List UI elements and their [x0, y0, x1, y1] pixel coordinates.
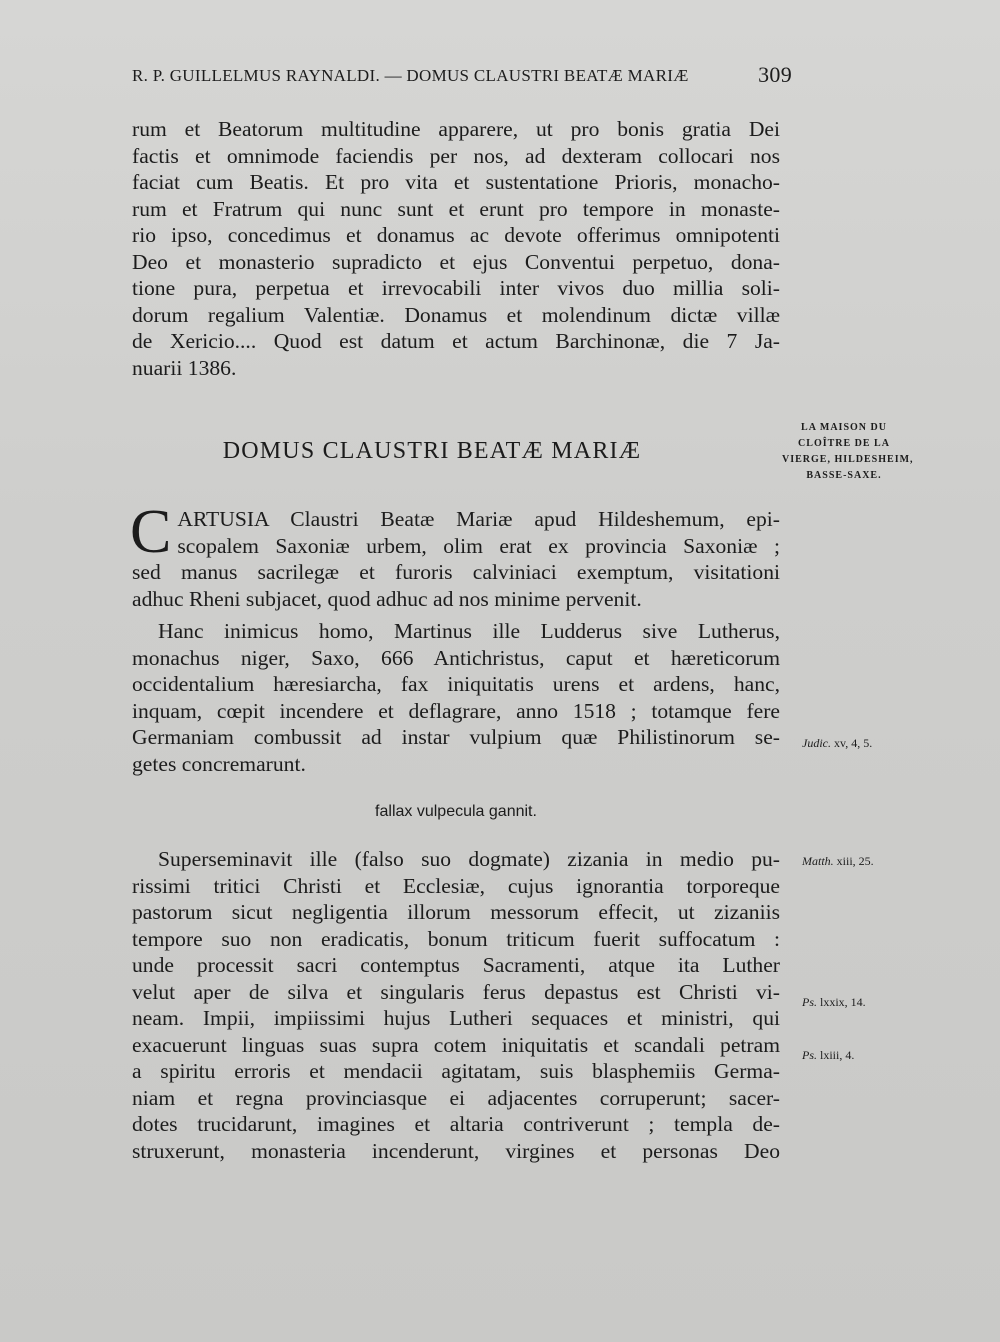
margin-heading-line: CLOÎTRE DE LA: [798, 438, 890, 449]
reference-cite: xiii, 25.: [836, 854, 874, 868]
section-heading: DOMUS CLAUSTRI BEATÆ MARIÆ: [222, 438, 642, 464]
text-line: rio ipso, concedimus et donamus ac devote offerimus omnipotenti: [132, 223, 780, 247]
text-line: sed manus sacrilegæ et furoris calviniaci exemptum, visitationi: [132, 560, 780, 584]
running-head-title: R. P. GUILLELMUS RAYNALDI. — DOMUS CLAUSTRI BEATÆ MARIÆ: [132, 66, 689, 85]
text-line: Hanc inimicus homo, Martinus ille Ludderus sive Lutherus,: [158, 619, 780, 643]
reference-book: Ps.: [802, 995, 817, 1009]
text-line: dotes trucidarunt, imagines et altaria contriverunt ; templa de-: [132, 1112, 780, 1136]
page-number: 309: [758, 62, 792, 87]
verse-line: fallax vulpecula gannit.: [375, 803, 537, 820]
margin-heading-line: BASSE-SAXE.: [806, 470, 882, 481]
reference-cite: xv, 4, 5.: [834, 736, 873, 750]
text-line: struxerunt, monasteria incenderunt, virgines et personas Deo: [132, 1138, 780, 1163]
text-line: Germaniam combussit ad instar vulpium quæ Philistinorum se-: [132, 725, 780, 749]
text-line: Deo et monasterio supradicto et ejus Conventui perpetuo, dona-: [132, 249, 780, 274]
text-line: scopalem Saxoniæ urbem, olim erat ex provincia Saxoniæ ;: [177, 533, 780, 558]
text-line: adhuc Rheni subjacet, quod adhuc ad nos minime pervenit.: [132, 586, 642, 611]
scripture-reference: [802, 1047, 854, 1064]
paragraph-charter: [132, 116, 780, 381]
text-line: a spiritu erroris et mendacii agitatam, suis blasphemiis Germa-: [132, 1059, 780, 1083]
text-line: dorum regalium Valentiæ. Donamus et molendinum dictæ villæ: [132, 302, 780, 327]
paragraph-superseminavit: [132, 846, 780, 1164]
paragraph-cartusia: [130, 498, 780, 612]
text-line: occidentalium hæresiarcha, fax iniquitatis urens et ardens, hanc,: [132, 672, 780, 696]
margin-heading-line: LA MAISON DU: [801, 422, 887, 433]
text-line: niam et regna provinciasque ei adjacentes corruperunt; sacer-: [132, 1085, 780, 1110]
text-line: tempore suo non eradicatis, bonum triticum fuerit suffocatum :: [132, 926, 780, 951]
text-line: tione pura, perpetua et irrevocabili inter vivos duo millia soli-: [132, 276, 780, 300]
text-line: nuarii 1386.: [132, 355, 237, 380]
text-line: rum et Fratrum qui nunc sunt et erunt pro tempore in monaste-: [132, 196, 780, 221]
margin-heading: [782, 420, 914, 484]
text-line: getes concremarunt.: [132, 751, 306, 776]
text-line: ARTUSIA Claustri Beatæ Mariæ apud Hildeshemum, epi-: [177, 507, 780, 531]
running-head: [132, 62, 792, 87]
text-line: pastorum sicut negligentia illorum messorum effecit, ut zizaniis: [132, 900, 780, 924]
reference-cite: lxiii, 4.: [820, 1048, 855, 1062]
paragraph-luther: [132, 618, 780, 777]
text-line: factis et omnimode faciendis per nos, ad dexteram collocari nos: [132, 143, 780, 168]
text-line: unde processit sacri contemptus Sacramenti, atque ita Luther: [132, 953, 780, 977]
text-line: rum et Beatorum multitudine apparere, ut pro bonis gratia Dei: [132, 117, 780, 141]
drop-cap: C: [130, 498, 172, 566]
scripture-reference: [802, 735, 872, 752]
text-line: faciat cum Beatis. Et pro vita et sustentatione Prioris, monacho-: [132, 170, 780, 194]
text-line: inquam, cœpit incendere et deflagrare, anno 1518 ; totamque fere: [132, 698, 780, 723]
reference-cite: lxxix, 14.: [820, 995, 866, 1009]
text-line: neam. Impii, impiissimi hujus Lutheri sequaces et ministri, qui: [132, 1006, 780, 1030]
scripture-reference: [802, 994, 866, 1011]
margin-heading-line: VIERGE, HILDESHEIM,: [782, 454, 914, 465]
text-line: monachus niger, Saxo, 666 Antichristus, caput et hæreticorum: [132, 645, 780, 670]
reference-book: Ps.: [802, 1048, 817, 1062]
reference-book: Matth.: [802, 854, 834, 868]
text-line: Superseminavit ille (falso suo dogmate) zizania in medio pu-: [158, 847, 780, 871]
scripture-reference: [802, 853, 874, 870]
text-line: de Xericio.... Quod est datum et actum Barchinonæ, die 7 Ja-: [132, 329, 780, 353]
reference-book: Judic.: [802, 736, 831, 750]
text-line: exacuerunt linguas suas supra cotem iniquitatis et scandali petram: [132, 1032, 780, 1057]
text-line: velut aper de silva et singularis ferus depastus est Christi vi-: [132, 979, 780, 1004]
text-line: rissimi tritici Christi et Ecclesiæ, cujus ignorantia torporeque: [132, 873, 780, 898]
